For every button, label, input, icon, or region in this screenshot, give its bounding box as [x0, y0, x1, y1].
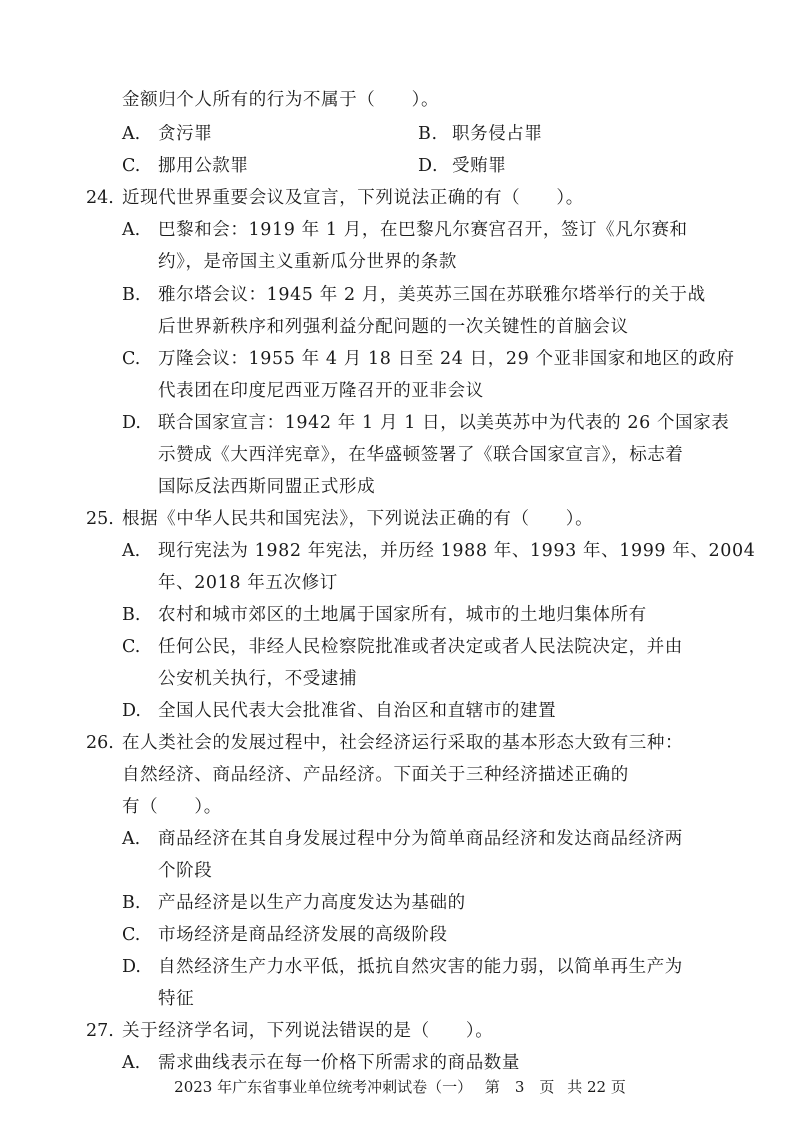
q24-stem: 近现代世界重要会议及宣言，下列说法正确的有（ ）。 — [122, 188, 584, 208]
q27-option-a-line1: 需求曲线表示在每一价格下所需求的商品数量 — [158, 1053, 520, 1073]
q24-option-b-line2: 后世界新秩序和列强利益分配问题的一次关键性的首脑会议 — [158, 317, 629, 337]
page-footer — [0, 1077, 800, 1097]
q26-option-b-line1: 产品经济是以生产力高度发达为基础的 — [158, 893, 466, 913]
q25-number: 25. — [86, 509, 114, 529]
q23-option-a-text: 贪污罪 — [158, 124, 213, 144]
q25-option-c-line2: 公安机关执行，不受逮捕 — [158, 669, 358, 689]
q24-option-c-line1: 万隆会议：1955 年 4 月 18 日至 24 日，29 个亚非国家和地区的政府 — [158, 349, 735, 369]
q25-option-c-letter: C. — [122, 637, 141, 657]
q25-option-b-letter: B. — [122, 605, 141, 625]
q23-option-d-text: 受贿罪 — [452, 156, 507, 176]
q23-option-c-letter: C. — [122, 156, 141, 176]
q25-option-d-line1: 全国人民代表大会批准省、自治区和直辖市的建置 — [158, 701, 557, 721]
q25-option-c-line1: 任何公民，非经人民检察院批准或者决定或者人民法院决定，并由 — [158, 637, 683, 657]
q26-stem-line2: 自然经济、商品经济、产品经济。下面关于三种经济描述正确的 — [122, 765, 629, 785]
q23-option-d-letter: D. — [418, 156, 439, 176]
q23-option-a-letter: A. — [122, 124, 141, 144]
q24-option-b-line1: 雅尔塔会议：1945 年 2 月，美英苏三国在苏联雅尔塔举行的关于战 — [158, 285, 706, 305]
q27-number: 27. — [86, 1021, 114, 1041]
q25-option-b-line1: 农村和城市郊区的土地属于国家所有，城市的土地归集体所有 — [158, 605, 647, 625]
q26-stem-line1: 在人类社会的发展过程中，社会经济运行采取的基本形态大致有三种： — [122, 733, 684, 753]
q24-option-d-line3: 国际反法西斯同盟正式形成 — [158, 477, 376, 497]
q26-option-a-line2: 个阶段 — [158, 861, 213, 881]
q24-option-c-line2: 代表团在印度尼西亚万隆召开的亚非会议 — [158, 381, 484, 401]
q24-option-d-letter: D. — [122, 413, 141, 433]
q26-option-a-line1: 商品经济在其自身发展过程中分为简单商品经济和发达商品经济两 — [158, 829, 683, 849]
q25-option-a-line1: 现行宪法为 1982 年宪法，并历经 1988 年、1993 年、1999 年、2004 — [158, 541, 756, 561]
q27-option-a-letter: A. — [122, 1053, 141, 1073]
q24-option-c-letter: C. — [122, 349, 141, 369]
q25-option-a-line2: 年、2018 年五次修订 — [158, 573, 338, 593]
q23-option-c-text: 挪用公款罪 — [158, 156, 249, 176]
q24-option-a-line1: 巴黎和会：1919 年 1 月，在巴黎凡尔赛宫召开，签订《凡尔赛和 — [158, 220, 688, 240]
q26-option-c-letter: C. — [122, 925, 141, 945]
q26-option-d-line2: 特征 — [158, 989, 195, 1009]
q23-stem-continuation: 金额归个人所有的行为不属于（ ）。 — [122, 90, 440, 110]
q26-option-d-letter: D. — [122, 957, 141, 977]
q24-number: 24. — [86, 188, 114, 208]
q26-option-d-line1: 自然经济生产力水平低，抵抗自然灾害的能力弱，以简单再生产为 — [158, 957, 683, 977]
q24-option-a-line2: 约》，是帝国主义重新瓜分世界的条款 — [158, 252, 457, 272]
q25-option-a-letter: A. — [122, 541, 141, 561]
q26-option-c-line1: 市场经济是商品经济发展的高级阶段 — [158, 925, 448, 945]
q25-option-d-letter: D. — [122, 701, 141, 721]
q26-option-b-letter: B. — [122, 893, 141, 913]
q24-option-a-letter: A. — [122, 220, 141, 240]
q26-number: 26. — [86, 733, 114, 753]
q26-option-a-letter: A. — [122, 829, 141, 849]
q24-option-d-line1: 联合国家宣言：1942 年 1 月 1 日，以美英苏中为代表的 26 个国家表 — [158, 413, 730, 433]
footer-exam-title: 2023 年广东省事业单位统考冲刺试卷（一） — [174, 1078, 473, 1096]
q24-option-d-line2: 示赞成《大西洋宪章》，在华盛顿签署了《联合国家宣言》，标志着 — [158, 445, 684, 465]
q25-stem: 根据《中华人民共和国宪法》，下列说法正确的有（ ）。 — [122, 509, 594, 529]
q27-stem: 关于经济学名词，下列说法错误的是（ ）。 — [122, 1021, 494, 1041]
footer-page-number: 第 3 页 — [484, 1078, 555, 1096]
footer-total-pages: 共 22 页 — [567, 1078, 626, 1096]
q23-option-b-text: 职务侵占罪 — [452, 124, 543, 144]
q26-stem-line3: 有（ ）。 — [122, 797, 222, 817]
q24-option-b-letter: B. — [122, 285, 141, 305]
q23-option-b-letter: B. — [418, 124, 438, 144]
